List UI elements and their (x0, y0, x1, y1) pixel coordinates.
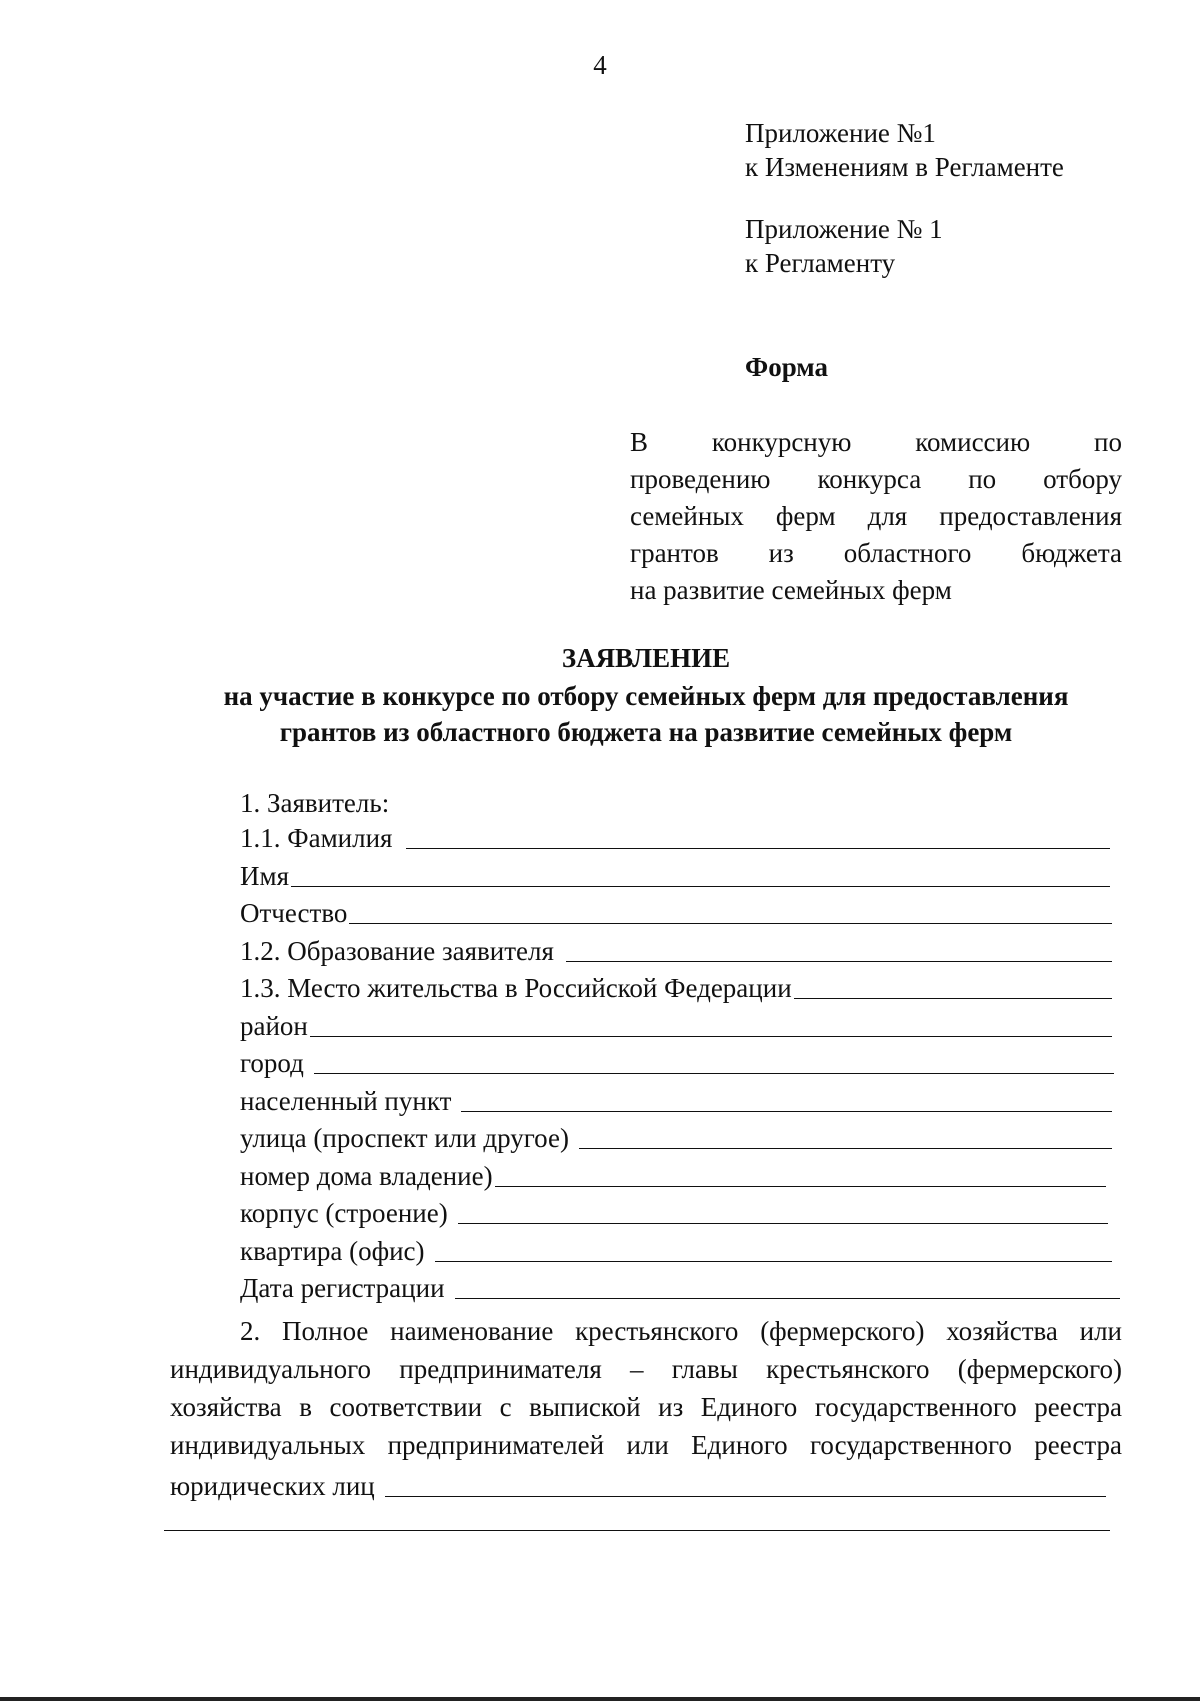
first-name-label: Имя (240, 861, 290, 891)
first-name-input-line[interactable] (291, 886, 1110, 887)
apartment-field[interactable] (240, 1231, 1112, 1267)
house-number-label: номер дома владение) (240, 1161, 493, 1191)
city-label: город (240, 1048, 304, 1078)
section2-line: 2. Полное наименование крестьянского (фермерского) хозяйства или (240, 1316, 1122, 1346)
house-number-field[interactable] (240, 1156, 1106, 1192)
addressee-line: проведению конкурса по отбору (630, 464, 1122, 494)
patronymic-label: Отчество (240, 898, 348, 928)
building-input-line[interactable] (458, 1223, 1108, 1224)
education-label: 1.2. Образование заявителя (240, 936, 554, 966)
addressee-line: на развитие семейных ферм (630, 575, 952, 605)
document-subtitle-line1: на участие в конкурсе по отбору семейных ферм для предоставления (223, 681, 1069, 711)
registration-date-field[interactable] (240, 1268, 1120, 1304)
appendix-changes-line2: к Изменениям в Регламенте (745, 152, 1064, 182)
surname-field[interactable] (240, 818, 1110, 854)
city-input-line[interactable] (314, 1073, 1114, 1074)
section2-line: индивидуальных предпринимателей или Единого государственного реестра (170, 1430, 1122, 1460)
settlement-input-line[interactable] (461, 1111, 1112, 1112)
building-label: корпус (строение) (240, 1198, 448, 1228)
patronymic-input-line[interactable] (349, 923, 1112, 924)
appendix-changes-block (745, 116, 1064, 184)
section2-line: индивидуального предпринимателя – главы крестьянского (фермерского) (170, 1354, 1122, 1384)
form-label: Форма (745, 352, 829, 382)
education-input-line[interactable] (566, 961, 1112, 962)
addressee-line: грантов из областного бюджета (630, 538, 1122, 568)
education-field[interactable] (240, 931, 1112, 967)
residence-label: 1.3. Место жительства в Российской Федерации (240, 973, 792, 1003)
appendix-regulation-line1: Приложение № 1 (745, 214, 943, 244)
section1-heading: 1. Заявитель: (240, 788, 390, 818)
registration-date-label: Дата регистрации (240, 1273, 445, 1303)
house-number-input-line[interactable] (495, 1186, 1106, 1187)
appendix-regulation-line2: к Регламенту (745, 248, 896, 278)
appendix-regulation-block (745, 212, 943, 280)
surname-input-line[interactable] (406, 848, 1110, 849)
street-field[interactable] (240, 1118, 1112, 1154)
registration-date-input-line[interactable] (455, 1298, 1120, 1299)
legal-name-field[interactable] (170, 1466, 1106, 1502)
page-number: 4 (593, 50, 607, 80)
legal-name-input-line[interactable] (385, 1496, 1106, 1497)
section2-paragraph (170, 1312, 1122, 1464)
residence-field[interactable] (240, 968, 1112, 1004)
legal-name-label: юридических лиц (170, 1471, 375, 1501)
street-input-line[interactable] (579, 1148, 1112, 1149)
appendix-changes-line1: Приложение №1 (745, 118, 936, 148)
apartment-input-line[interactable] (435, 1261, 1112, 1262)
addressee-line: семейных ферм для предоставления (630, 501, 1122, 531)
addressee-line: В конкурсную комиссию по (630, 427, 1122, 457)
document-title: ЗАЯВЛЕНИЕ (561, 643, 731, 673)
patronymic-field[interactable] (240, 893, 1112, 929)
settlement-label: населенный пункт (240, 1086, 452, 1116)
apartment-label: квартира (офис) (240, 1236, 425, 1266)
street-label: улица (проспект или другое) (240, 1123, 569, 1153)
addressee-block (630, 424, 1122, 609)
city-field[interactable] (240, 1043, 1114, 1079)
residence-input-line[interactable] (794, 998, 1112, 999)
page-bottom-edge (0, 1697, 1200, 1701)
legal-name-continuation-line[interactable] (164, 1530, 1110, 1531)
district-field[interactable] (240, 1006, 1112, 1042)
district-input-line[interactable] (310, 1036, 1112, 1037)
surname-label: 1.1. Фамилия (240, 823, 393, 853)
document-subtitle-line2: грантов из областного бюджета на развитие семейных ферм (279, 717, 1013, 747)
settlement-field[interactable] (240, 1081, 1112, 1117)
building-field[interactable] (240, 1193, 1108, 1229)
section2-line: хозяйства в соответствии с выпиской из Единого государственного реестра (170, 1392, 1122, 1422)
first-name-field[interactable] (240, 856, 1110, 892)
district-label: район (240, 1011, 308, 1041)
